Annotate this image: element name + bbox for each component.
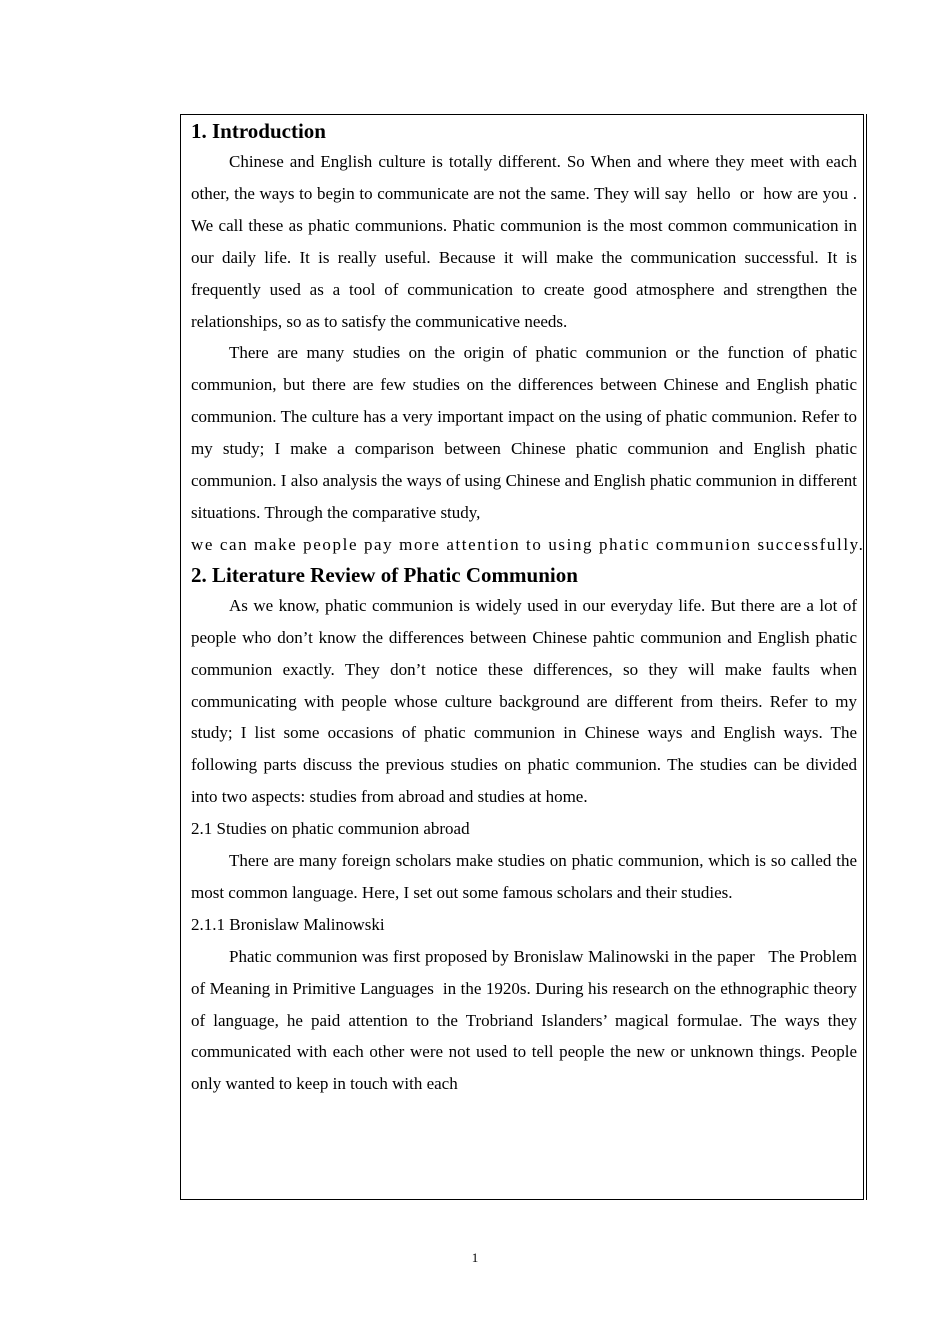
paragraph-overflow-line: we can make people pay more attention to using phatic communion successfully.: [191, 534, 865, 554]
text-frame: [180, 114, 864, 1200]
subsection-heading: 2.1.1 Bronislaw Malinowski: [191, 914, 385, 934]
paragraph: There are many foreign scholars make studies on phatic communion, which is so called the most common language. Here, I set out some famous scholars and their studies.: [191, 851, 857, 902]
document-body: [191, 117, 865, 1100]
paragraph: Phatic communion was first proposed by Bronislaw Malinowski in the paper The Problem of Meaning in Primitive Languages in the 1920s. During his research on the ethnographic theory of language, he paid attention to the Trobriand Islanders’ magical formulae. The ways they communicated with each other were not used to tell people the new or unknown things. People only wanted to keep in touch with each: [191, 946, 857, 1094]
paragraph: Chinese and English culture is totally different. So When and where they meet with each other, the ways to begin to communicate are not the same. They will say hello or how are you . We call these as phatic communions. Phatic communion is the most common communication in our daily life. It is really useful. Because it will make the communication successful. It is frequently used as a tool of communication to create good atmosphere and strengthen the relationships, so as to satisfy the communicative needs.: [191, 152, 857, 331]
paragraph: There are many studies on the origin of phatic communion or the function of phatic communion, but there are few studies on the differences between Chinese and English phatic communion. The culture has a very important impact on the using of phatic communion. Refer to my study; I make a comparison between Chinese phatic communion and English phatic communion. I also analysis the ways of using Chinese and English phatic communion in different situations. Through the comparative study,: [191, 343, 857, 522]
section-heading-literature-review: 2. Literature Review of Phatic Communion: [191, 562, 578, 587]
section-heading-introduction: 1. Introduction: [191, 119, 326, 143]
paragraph: As we know, phatic communion is widely used in our everyday life. But there are a lot of people who don’t know the differences between Chinese pahtic communion and English phatic communion exactly. They don’t notice these differences, so they will make faults when communicating with people whose culture background are different from theirs. Refer to my study; I list some occasions of phatic communion in Chinese ways and English ways. The following parts discuss the previous studies on phatic communion. The studies can be divided into two aspects: studies from abroad and studies at home.: [191, 595, 857, 807]
subsection-heading: 2.1 Studies on phatic communion abroad: [191, 819, 470, 839]
page-number: 1: [471, 1250, 479, 1265]
